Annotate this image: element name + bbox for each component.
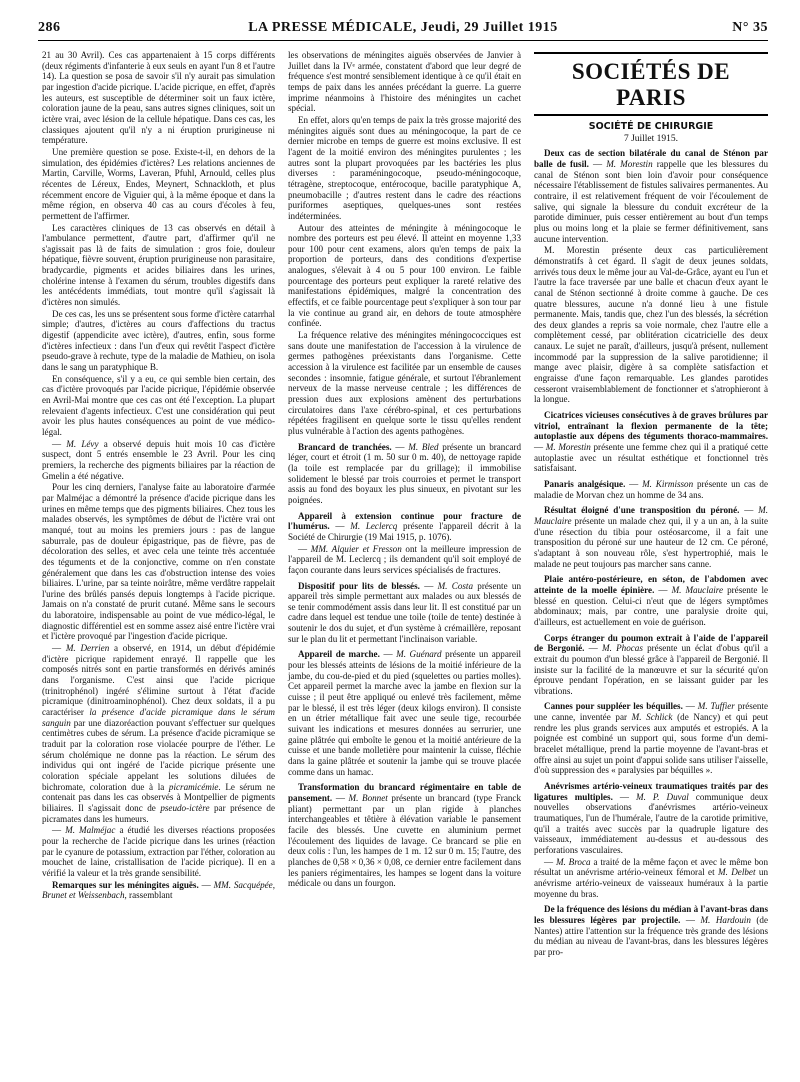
- paragraph: Panaris analgésique. — M. Kirmisson présente un cas de maladie de Morvan chez un homme de 34 ans.: [534, 479, 768, 500]
- paragraph: De la fréquence des lésions du médian à l'avant-bras dans les blessures légères par projectile. — M. Hardouin (de Nantes) attire l'attention sur la fréquence très grande des lésions du médian au niveau de l'avant-bras, dans les blessures légères par pro-: [534, 904, 768, 957]
- paragraph: La fréquence relative des méningites méningococciques est sans doute une manifestation de l'accession à la virulence de germes pathogènes préexistants dans l'organisme. Cette accession à la virulence est facilitée par un ensemble de causes secondes : insomnie, fatigue générale, et surtout l'ébranlement nerveux de la masse nerveuse centrale ; les différences de pression dues aux explosions amènent des perturbations circulatoires dans l'axe cérébro-spinal, et ces perturbations répétées fragilisent en quelque sorte le tissu qu'elles rendent plus vulnérable à l'action des agents pathogènes.: [288, 330, 521, 436]
- author-name: M. Derrien: [65, 643, 110, 654]
- article-heading: Cicatrices vicieuses consécutives à de graves brûlures par vitriol, entraînant la flexion permanente de la tête; autoplastie aux dépens des téguments thoraco-mammaires.: [534, 410, 768, 442]
- author-name: M. P. Duval: [636, 791, 689, 802]
- paragraph: Résultat éloigné d'une transposition du péroné. — M. Mauclaire présente un malade chez qui, il y a un an, à la suite d'une résection du tibia pour ostéosarcome, il a fait une transposition du péroné sur une hauteur de 12 cm. Ce péroné, s'adaptant à son nouveau rôle, s'est hypertrophié, mais le malade ne peut toujours pas marcher sans canne.: [534, 505, 768, 569]
- paragraph: Brancard de tranchées. — M. Bled présente un brancard léger, court et étroit (1 m. 50 sur 0 m. 40), de nettoyage rapide (la toile est remplacée par du grillage); il immobilise solidement le blessé par trois courroies et permet le transport assis au fond des boyaux les plus sinueux, en pivotant sur les poignées.: [288, 441, 521, 505]
- paragraph: Cannes pour suppléer les béquilles. — M. Tuffier présente une canne, inventée par M. Schlick (de Nancy) et qui peut rendre les plus grands services aux amputés et estropiés. A la poignée est combiné un support qui, sous forme d'un demi-bracelet métallique, prend la partie moyenne de l'avant-bras et offre ainsi au sujet un point d'appui solide sans utiliser l'aisselle, d'où suppression des « paralysies par béquilles ».: [534, 701, 768, 776]
- paragraph: En effet, alors qu'en temps de paix la très grosse majorité des méningites aiguës sont dues au méningocoque, la part de ce dernier microbe en temps de guerre est moins exclusive. Il est l'agent de la moitié environ des méningites purulentes ; les autres sont la plupart provoquées par les bactéries les plus diverses : paraméningocoque, pseudo-méningocoque, tétragène, streptocoque, entérocoque, bacille paratyphique A, pneumobacille ; d'autres restent dans le cadre des réactions puriformes aseptiques, quelques-unes sont restées indéterminées.: [288, 114, 521, 221]
- article-heading: Remarques sur les méningites aiguës.: [52, 879, 199, 890]
- author-name: M. Lévy: [66, 438, 99, 449]
- page-number: 286: [38, 20, 61, 35]
- author-name: M. Morestin: [606, 158, 653, 169]
- article-heading: Corps étranger du poumon extrait à l'aide de l'appareil de Bergonié.: [534, 632, 768, 654]
- paragraph: — M. Derrien a observé, en 1914, un début d'épidémie d'ictère picrique rapidement enrayé. Il rappelle que les composés nitrés sont en partie transformés en dérivés aminés dans l'organisme. C'est ainsi que l'acide picrique (trinitrophénol) ingéré s'élimine surtout à l'état d'acide picramique (dinitroaminophénol). Chez deux soldats, il a pu caractériser la présence d'acide picramique dans le sérum sanguin par une diazoréaction pouvant s'effectuer sur quelques centimètres cubes de sérum. La présence d'acide picramique se traduit par la coloration rose violacée pourpre de l'éther. Le sérum cholémique ne donne pas la réaction. Le sérum des individus qui ont ingéré de l'acide picrique présente une coloration spéciale appelant les solutions diluées de bichromate, coloration due à la picramicémie. Le sérum ne contenait pas dans les cas observés à Montpellier de pigments biliaires. Il s'agissait donc de pseudo-ictère par présence de picramates dans les humeurs.: [42, 643, 276, 824]
- paragraph: En conséquence, s'il y a eu, ce qui semble bien certain, des cas d'ictère provoqués par l'acide picrique, l'épidémie observée en Avril-Mai montre que ces cas ont été l'exception. La plupart relevaient d'agents infectieux. C'est une considération qui peut avoir les plus hautes conséquences au point de vue médico-légal.: [42, 373, 275, 437]
- author-name: M. Bonnet: [348, 792, 388, 803]
- article-heading: Cannes pour suppléer les béquilles.: [544, 701, 683, 712]
- author-name: M. Phocas: [602, 643, 643, 654]
- paragraph: Autour des atteintes de méningite à méningocoque le nombre des porteurs est peu élevé. Il atteint en moyenne 1,33 pour 100 pour cent examens, alors qu'en temps de paix la proportion de porteurs, dans des conditions d'expertise analogues, s'élevait à 4 ou 5 pour 100 environ. Le faible pourcentage des porteurs peut expliquer la rareté relative des manifestations épidémiques, malgré la concentration des effectifs, et ce faible pourcentage peut s'expliquer à son tour par la vie continue au grand air, en dehors de toute atmosphère confinée.: [288, 222, 521, 329]
- paragraph: — MM. Alquier et Fresson ont la meilleure impression de l'appareil de M. Leclercq ; ils demandent qu'il soit employé de façon courante dans leurs services spécialisés de fractures.: [288, 543, 521, 575]
- author-name: M. Mauclaire: [671, 584, 724, 595]
- paragraph: Les caractères cliniques de 13 cas observés en détail à l'ambulance permettent, d'autre part, d'affirmer qu'il ne s'agissait pas là de faits de simulation : gros foie, douleur hépatique, fièvre souvent, éruption prurigineuse non parasitaire, bradycardie, pigments et acides biliaires dans les urines, cholérine intense à l'examen du sérum, troubles digestifs dans les antécédents immédiats, tout montre qu'il s'agissait là d'ictères non simulés.: [42, 222, 275, 308]
- author-name: M. Kirmisson: [642, 479, 694, 489]
- paragraph: Corps étranger du poumon extrait à l'aide de l'appareil de Bergonié. — M. Phocas présente un éclat d'obus qu'il a extrait du poumon d'un blessé grâce à l'appareil de Bergonié. Il insiste sur la facilité de la manœuvre et sur la sécurité qu'on éprouve pendant l'opération, en se laissant guider par les vibrations.: [534, 632, 768, 696]
- paragraph: Appareil de marche. — M. Guénard présente un appareil pour les blessés atteints de lésions de la moitié inférieure de la jambe, du cou-de-pied et du pied (squelettes ou parties molles). Cet appareil permet la marche avec la jambe en flexion sur la cuisse ; il peut être appliqué ou enlevé très facilement, même par le blessé, il est très léger (deux kilogs environ). Il consiste en un étrier métallique fait avec une seule tige, recourbée suivant les indications et mesures données au serrurier, une gaine plâtrée qui emboîte le genou et la moitié antérieure de la cuisse et une bande molletière pour maintenir la cuisse, fléchie dans la gaine plâtrée et soutenir la jambe qui se trouve placée comme dans un hamac.: [288, 649, 521, 777]
- paragraph: — M. Malméjac a étudié les diverses réactions proposées pour la recherche de l'acide picrique dans les urines (réaction par le cyanure de potassium, extraction par l'éther, coloration au mouchet de laine, cristallisation de l'acide picrique). Il en a vérifié la valeur et la très grande sensibilité.: [42, 825, 275, 878]
- paragraph: Anévrismes artério-veineux traumatiques traités par des ligatures multiples. — M. P. Duval communique deux nouvelles observations d'anévrismes artério-veineux traumatiques, l'un de l'humérale, l'autre de la carotide primitive, qu'il a traités avec succès par la quadruple ligature des vaisseaux, immédiatement au-dessus et au-dessous des perforations vasculaires.: [534, 781, 768, 855]
- paragraph: Pour les cinq derniers, l'analyse faite au laboratoire d'armée par Malméjac a démontré la présence d'acide picrique dans les urines en même temps que des pigments biliaires. Chez tous les malades observés, les symptômes de début de l'ictère vrai ont manqué, tout au moins les premiers jours : pas de langue saburrale, pas de douleur épigastrique, pas de fièvre, pas de décoloration des selles, et avec cela une teinte très accentuée des téguments et de la conjonctive, comme on n'en constate généralement que dans les cas d'obstruction intense des voies biliaires. L'urine, par sa teinte noirâtre, même verdâtre rappelait l'urine des brûlés pansés depuis longtemps à l'acide picrique. Jamais on n'a constaté de prurit cutané. Même sans le secours du laboratoire, indispensable au point de vue médico-légal, le diagnostic différentiel est en somme assez aisé entre l'ictère vrai et l'ictère provoqué par l'ingestion d'acide picrique.: [42, 482, 276, 642]
- article-heading: Brancard de tranchées.: [298, 441, 392, 452]
- article-heading: Appareil à extension continue pour fracture de l'humérus.: [288, 510, 521, 532]
- article-heading: Plaie antéro-postérieure, en séton, de l'abdomen avec atteinte de la moelle épinière.: [534, 574, 768, 595]
- author-name: M. Hardouin: [700, 914, 751, 925]
- column-3: [534, 50, 768, 959]
- paragraph: Dispositif pour lits de blessés. — M. Costa présente un appareil très simple permettant aux malades ou aux blessés de se tenir commodément assis dans leur lit. Il est constitué par un cadre dans lequel est tendue une toile (toile de tente) destinée à soutenir le dos du sujet, et d'un système à crémaillère, reposant sur le plan du lit et permettant l'inclinaison variable.: [288, 580, 521, 644]
- society-title: SOCIÉTÉ DE CHIRURGIE: [588, 121, 714, 132]
- author-name: M. Leclercq: [350, 521, 398, 532]
- paragraph: Appareil à extension continue pour fracture de l'humérus. — M. Leclercq présente l'appareil décrit à la Société de Chirurgie (19 Mai 1915, p. 1076).: [288, 510, 521, 542]
- paragraph: Plaie antéro-postérieure, en séton, de l'abdomen avec atteinte de la moelle épinière. — M. Mauclaire présente le blessé en question. Celui-ci n'eut que de légers symptômes abdominaux; mais, par contre, une paralysie droite qui, d'ailleurs, est actuellement en voie de guérison.: [534, 574, 769, 627]
- article-heading: Transformation du brancard régimentaire en table de pansement.: [288, 782, 521, 803]
- author-name: M. Mauclaire: [534, 505, 768, 526]
- journal-title: LA PRESSE MÉDICALE, Jeudi, 29 Juillet 1915: [248, 20, 558, 35]
- paragraph: De ces cas, les uns se présentent sous forme d'ictère catarrhal simple; d'autres, d'ictères au cours d'affections du tractus digestif (appendicite avec ictère), d'autres, enfin, sous forme d'ictères infectieux : dans l'un d'eux qui revêtit l'aspect d'ictère pseudo-grave à rechute, type de la maladie de Mathieu, on isola dans le sang un paratyphique B.: [42, 308, 275, 373]
- paragraph: — M. Broca a traité de la même façon et avec le même bon résultat un anévrisme artério-veineux fémoral et M. Delbet un anévrisme artério-veineux de vaisseaux huméraux à la partie moyenne du bras.: [534, 856, 768, 899]
- author-name: M. Malméjac: [65, 825, 116, 836]
- column-2: [288, 50, 521, 890]
- paragraph: M. Morestin présente deux cas particulièrement démonstratifs à cet égard. Il s'agit de deux jeunes soldats, arrivés tous deux le même jour au Val-de-Grâce, ayant eu l'un et l'autre la face traversée par une balle et chacun d'eux ayant le canal de Sténon sectionné à droite comme à gauche. De ces quatre blessures, aucune n'a donné lieu à une fistule permanente. Mais, tandis que, chez l'un des blessés, la sécrétion des deux glandes a repris sa voie normale, chez l'autre elle a complètement cessé, par oblitération cicatricielle des deux canaux. Le sujet ne paraît, d'ailleurs, jusqu'à présent, nullement incommodé par la suppression de la salive parotidienne; il mange avec plaisir, digère à sa complète satisfaction et engraisse d'une façon remarquable. Les glandes parotides cesseront vraisemblablement de fonctionner et s'atrophieront à la longue.: [534, 245, 768, 405]
- paragraph: les observations de méningites aiguës observées de Janvier à Juillet dans la IVᵉ armée, constatent d'abord que leur degré de fréquence s'est montré sensiblement identique à ce qu'il était en temps de paix dans les années précédant la guerre. La guerre imprime néanmoins à l'histoire des méningites un cachet spécial.: [288, 50, 521, 114]
- author-name: M. Broca: [555, 856, 591, 867]
- author-name: M. Tuffier: [697, 701, 735, 712]
- paragraph: Cicatrices vicieuses consécutives à de graves brûlures par vitriol, entraînant la flexion permanente de la tête; autoplastie aux dépens des téguments thoraco-mammaires. — M. Morestin présente une femme chez qui il a pratiqué cette autoplastie avec un résultat esthétique et fonctionnel très satisfaisant.: [534, 410, 768, 474]
- section-title: SOCIÉTÉS DE PARIS: [534, 52, 768, 116]
- author-name: M. Morestin: [545, 442, 591, 453]
- paragraph: Remarques sur les méningites aiguës. — MM. Sacquépée, Brunet et Weissenbach, rassemblant: [42, 879, 275, 901]
- article-heading: Deux cas de section bilatérale du canal de Sténon par balle de fusil.: [534, 148, 768, 169]
- paragraph: — M. Lévy a observé depuis huit mois 10 cas d'ictère suspect, dont 5 entrés ensemble le 23 Avril. Pour les cinq premiers, la recherche des pigments biliaires par la réaction de Gmelin a été négative.: [42, 438, 276, 481]
- paragraph: 21 au 30 Avril). Ces cas appartenaient à 15 corps différents (deux régiments d'infanterie à eux seuls en ayant l'un 8 et l'autre 14). La question se posa de savoir s'il n'y aurait pas simulation par ingestion d'acide picrique. L'acide picrique, en effet, d'après les auteurs, est susceptible de déterminer soit un faux ictère, coloration jaune de la peau, sans autres signes cliniques, soit un ictère vrai, avec lésion de la cellule hépatique. Dans ces cas, les classiques ajoutent qu'il n'y a ni éruption prurigineuse ni température.: [42, 50, 275, 146]
- column-1: [42, 50, 275, 902]
- author-name: M. Bled: [408, 441, 439, 452]
- author-name: M. Costa: [437, 580, 473, 591]
- article-heading: De la fréquence des lésions du médian à l'avant-bras dans les blessures légères par projectile.: [534, 904, 768, 925]
- session-date: 7 Juillet 1915.: [623, 133, 679, 144]
- paragraph: Une première question se pose. Existe-t-il, en dehors de la simulation, des épidémies d'ictères? Les relations anciennes de Martin, Carville, Worms, Laveran, Pfuhl, Arnould, celles plus récentes de Léreux, Endes, Meynert, Schnackloth, et plus récemment encore de Viguier qui, à la même époque et dans la même région, en observa 40 cas au cours d'écoles à feu, permettent de l'affirmer.: [42, 146, 275, 221]
- article-heading: Appareil de marche.: [298, 649, 380, 660]
- article-heading: Panaris analgésique.: [544, 479, 626, 489]
- paragraph: Deux cas de section bilatérale du canal de Sténon par balle de fusil. — M. Morestin rappelle que les blessures du canal de Sténon sont bien loin d'avoir pour conséquence nécessaire l'établissement de fistules salivaires permanentes. Au contraire, il est relativement fréquent de voir l'écoulement de salive, qui signale la blessure du conduit excréteur de la parotide diminuer, puis cesser entièrement au bout d'un temps plus ou moins long et la plaie se fermer définitivement, sans aucune intervention.: [534, 148, 768, 244]
- article-heading: Dispositif pour lits de blessés.: [298, 580, 420, 591]
- author-name: MM. Alquier et Fresson: [310, 543, 402, 554]
- page-header: [38, 18, 768, 41]
- author-name: MM. Sacquépée, Brunet et Weissenbach,: [42, 879, 275, 901]
- article-heading: Anévrismes artério-veineux traumatiques traités par des ligatures multiples.: [534, 781, 768, 802]
- author-name: M. Guénard: [396, 649, 442, 660]
- paragraph: Transformation du brancard régimentaire en table de pansement. — M. Bonnet présente un brancard (type Franck pliant) permettant par un plan rigide à planches interchangeables et têtière à élévation variable le pansement facile des blessés. Une cuvette en aluminium permet l'écoulement des liquides de lavage. Ce brancard se plie en deux colis : l'un, les hampes de 1 m. 12 sur 0 m. 15; l'autre, des planches de 0,58 × 0,36 × 0,08, ce dernier entre facilement dans les paniers régimentaires, les hampes se logent dans la voiture médicale ou dans un fourgon.: [288, 782, 521, 889]
- article-heading: Résultat éloigné d'une transposition du péroné.: [544, 505, 740, 516]
- issue-number: N° 35: [732, 20, 768, 35]
